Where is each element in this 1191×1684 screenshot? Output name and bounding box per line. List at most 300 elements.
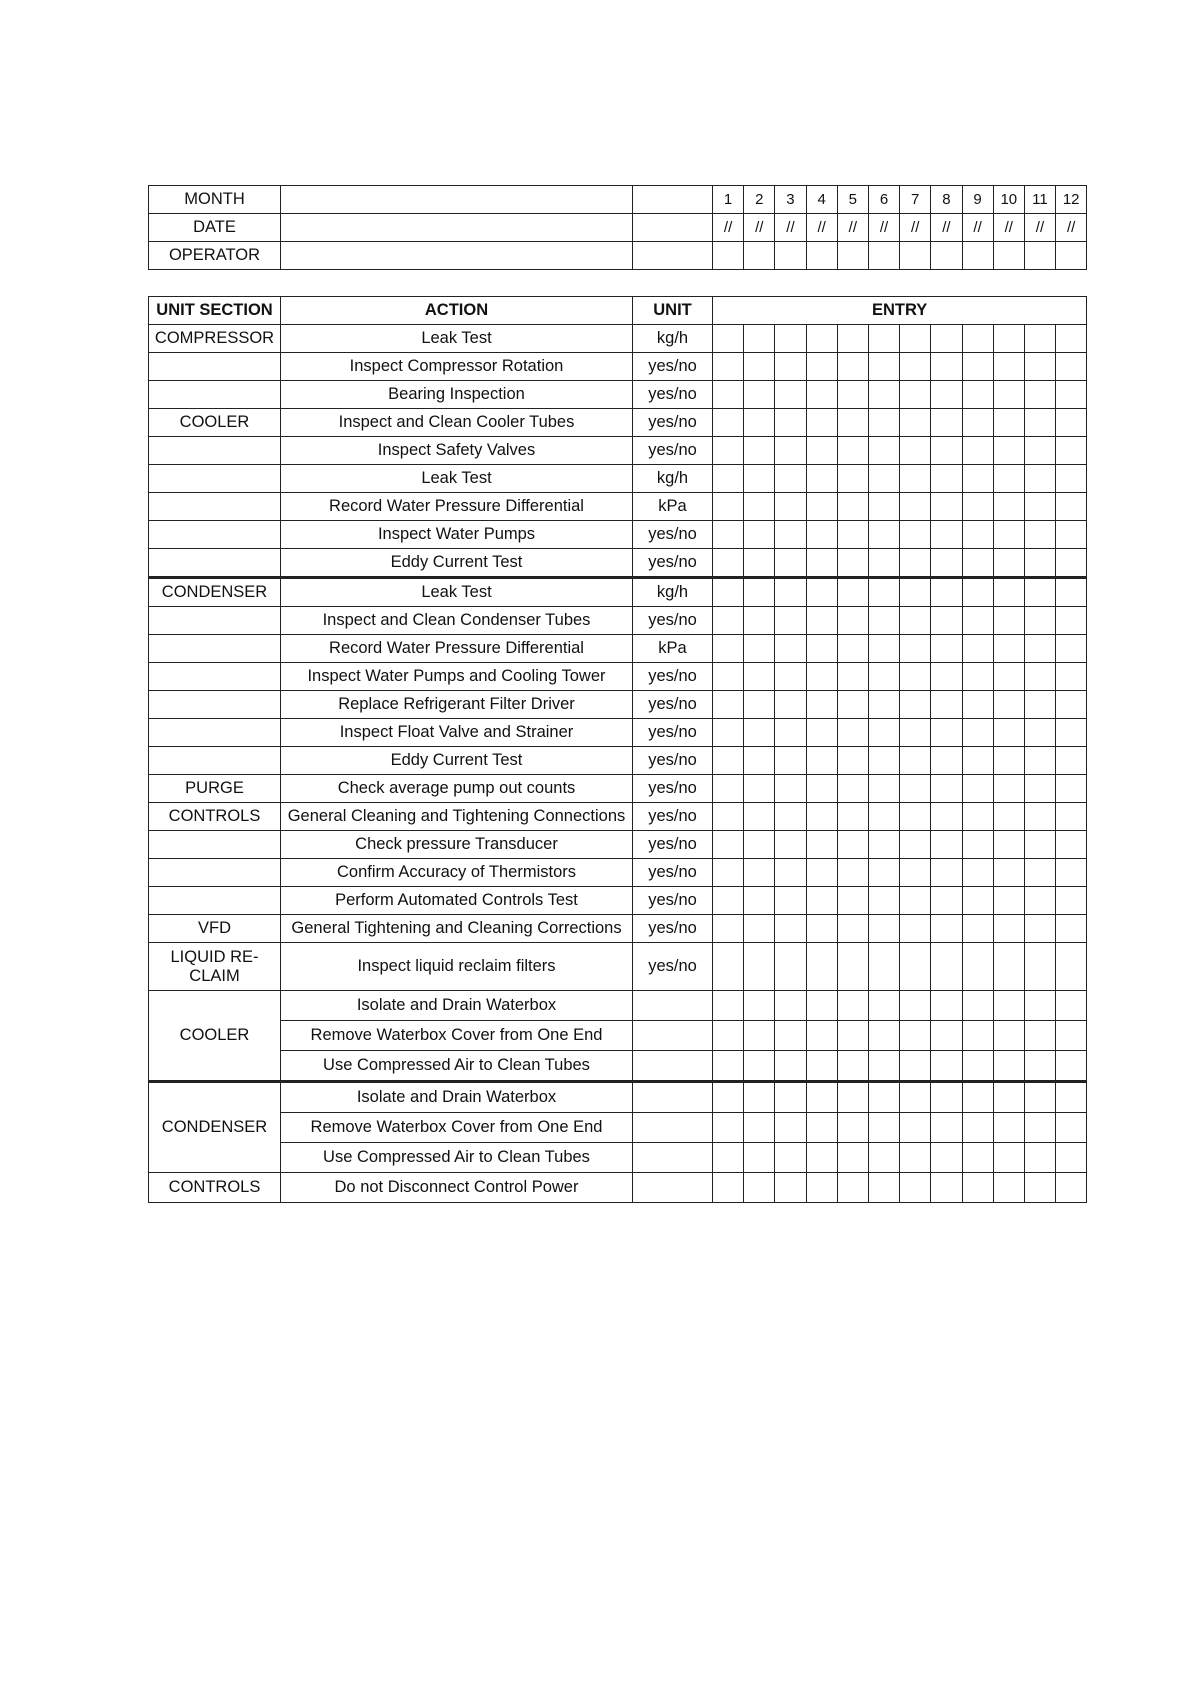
entry-cell[interactable] [837, 521, 868, 549]
entry-cell[interactable] [806, 1113, 837, 1143]
entry-cell[interactable] [806, 691, 837, 719]
entry-cell[interactable] [868, 1082, 899, 1113]
entry-cell[interactable] [806, 635, 837, 663]
entry-cell[interactable] [900, 943, 931, 991]
entry-cell[interactable] [931, 991, 962, 1021]
entry-cell[interactable] [744, 607, 775, 635]
entry-cell[interactable] [713, 437, 744, 465]
entry-cell[interactable] [900, 747, 931, 775]
entry-cell[interactable] [931, 859, 962, 887]
date-cell[interactable]: // [962, 214, 993, 242]
entry-cell[interactable] [1056, 635, 1087, 663]
entry-cell[interactable] [775, 991, 806, 1021]
entry-cell[interactable] [775, 775, 806, 803]
entry-cell[interactable] [1056, 1113, 1087, 1143]
date-cell[interactable]: // [744, 214, 775, 242]
entry-cell[interactable] [993, 325, 1024, 353]
entry-cell[interactable] [1056, 915, 1087, 943]
entry-cell[interactable] [837, 747, 868, 775]
entry-cell[interactable] [962, 991, 993, 1021]
entry-cell[interactable] [931, 437, 962, 465]
entry-cell[interactable] [962, 578, 993, 607]
entry-cell[interactable] [931, 635, 962, 663]
entry-cell[interactable] [1024, 991, 1055, 1021]
entry-cell[interactable] [1024, 353, 1055, 381]
entry-cell[interactable] [713, 915, 744, 943]
entry-cell[interactable] [775, 381, 806, 409]
entry-cell[interactable] [775, 493, 806, 521]
entry-cell[interactable] [993, 1143, 1024, 1173]
entry-cell[interactable] [962, 465, 993, 493]
entry-cell[interactable] [713, 353, 744, 381]
entry-cell[interactable] [1024, 1082, 1055, 1113]
entry-cell[interactable] [931, 1113, 962, 1143]
entry-cell[interactable] [962, 691, 993, 719]
entry-cell[interactable] [993, 409, 1024, 437]
entry-cell[interactable] [1056, 381, 1087, 409]
entry-cell[interactable] [713, 465, 744, 493]
entry-cell[interactable] [806, 578, 837, 607]
entry-cell[interactable] [931, 521, 962, 549]
entry-cell[interactable] [900, 1113, 931, 1143]
entry-cell[interactable] [1024, 831, 1055, 859]
entry-cell[interactable] [931, 691, 962, 719]
entry-cell[interactable] [837, 915, 868, 943]
entry-cell[interactable] [962, 381, 993, 409]
entry-cell[interactable] [775, 325, 806, 353]
entry-cell[interactable] [931, 887, 962, 915]
entry-cell[interactable] [868, 775, 899, 803]
entry-cell[interactable] [1024, 549, 1055, 578]
entry-cell[interactable] [993, 493, 1024, 521]
entry-cell[interactable] [806, 1082, 837, 1113]
entry-cell[interactable] [837, 803, 868, 831]
entry-cell[interactable] [1024, 465, 1055, 493]
entry-cell[interactable] [962, 353, 993, 381]
entry-cell[interactable] [1024, 1113, 1055, 1143]
entry-cell[interactable] [962, 1143, 993, 1173]
entry-cell[interactable] [744, 409, 775, 437]
entry-cell[interactable] [806, 943, 837, 991]
entry-cell[interactable] [868, 803, 899, 831]
entry-cell[interactable] [775, 831, 806, 859]
entry-cell[interactable] [806, 493, 837, 521]
entry-cell[interactable] [744, 635, 775, 663]
entry-cell[interactable] [744, 465, 775, 493]
entry-cell[interactable] [744, 803, 775, 831]
entry-cell[interactable] [806, 521, 837, 549]
entry-cell[interactable] [837, 831, 868, 859]
entry-cell[interactable] [993, 549, 1024, 578]
entry-cell[interactable] [744, 1082, 775, 1113]
entry-cell[interactable] [900, 1021, 931, 1051]
entry-cell[interactable] [744, 1113, 775, 1143]
entry-cell[interactable] [1024, 887, 1055, 915]
entry-cell[interactable] [744, 353, 775, 381]
entry-cell[interactable] [837, 887, 868, 915]
entry-cell[interactable] [837, 437, 868, 465]
entry-cell[interactable] [900, 381, 931, 409]
entry-cell[interactable] [1024, 1051, 1055, 1082]
entry-cell[interactable] [713, 943, 744, 991]
entry-cell[interactable] [900, 775, 931, 803]
entry-cell[interactable] [1024, 578, 1055, 607]
entry-cell[interactable] [837, 381, 868, 409]
entry-cell[interactable] [806, 549, 837, 578]
entry-cell[interactable] [775, 353, 806, 381]
entry-cell[interactable] [1056, 521, 1087, 549]
entry-cell[interactable] [962, 859, 993, 887]
entry-cell[interactable] [806, 859, 837, 887]
entry-cell[interactable] [713, 747, 744, 775]
entry-cell[interactable] [868, 409, 899, 437]
entry-cell[interactable] [993, 437, 1024, 465]
entry-cell[interactable] [1056, 887, 1087, 915]
entry-cell[interactable] [713, 578, 744, 607]
entry-cell[interactable] [713, 1113, 744, 1143]
entry-cell[interactable] [806, 803, 837, 831]
entry-cell[interactable] [868, 578, 899, 607]
entry-cell[interactable] [962, 1173, 993, 1203]
entry-cell[interactable] [962, 493, 993, 521]
entry-cell[interactable] [713, 1143, 744, 1173]
entry-cell[interactable] [993, 663, 1024, 691]
entry-cell[interactable] [962, 437, 993, 465]
entry-cell[interactable] [806, 663, 837, 691]
entry-cell[interactable] [1056, 578, 1087, 607]
entry-cell[interactable] [837, 465, 868, 493]
entry-cell[interactable] [900, 1143, 931, 1173]
entry-cell[interactable] [962, 1051, 993, 1082]
entry-cell[interactable] [837, 719, 868, 747]
entry-cell[interactable] [713, 859, 744, 887]
entry-cell[interactable] [713, 549, 744, 578]
entry-cell[interactable] [1056, 493, 1087, 521]
entry-cell[interactable] [744, 887, 775, 915]
entry-cell[interactable] [713, 1173, 744, 1203]
entry-cell[interactable] [1024, 437, 1055, 465]
date-cell[interactable]: // [1056, 214, 1087, 242]
entry-cell[interactable] [1024, 747, 1055, 775]
entry-cell[interactable] [806, 1051, 837, 1082]
entry-cell[interactable] [931, 719, 962, 747]
entry-cell[interactable] [962, 325, 993, 353]
entry-cell[interactable] [962, 887, 993, 915]
entry-cell[interactable] [837, 493, 868, 521]
entry-cell[interactable] [868, 1143, 899, 1173]
entry-cell[interactable] [900, 409, 931, 437]
entry-cell[interactable] [744, 1143, 775, 1173]
entry-cell[interactable] [931, 775, 962, 803]
entry-cell[interactable] [1056, 803, 1087, 831]
entry-cell[interactable] [1024, 521, 1055, 549]
entry-cell[interactable] [993, 1051, 1024, 1082]
entry-cell[interactable] [931, 325, 962, 353]
entry-cell[interactable] [744, 578, 775, 607]
entry-cell[interactable] [993, 831, 1024, 859]
entry-cell[interactable] [900, 465, 931, 493]
entry-cell[interactable] [744, 521, 775, 549]
entry-cell[interactable] [993, 943, 1024, 991]
date-cell[interactable]: // [775, 214, 806, 242]
entry-cell[interactable] [868, 381, 899, 409]
entry-cell[interactable] [931, 943, 962, 991]
entry-cell[interactable] [806, 747, 837, 775]
entry-cell[interactable] [900, 521, 931, 549]
entry-cell[interactable] [713, 1051, 744, 1082]
entry-cell[interactable] [806, 353, 837, 381]
entry-cell[interactable] [1056, 549, 1087, 578]
entry-cell[interactable] [775, 578, 806, 607]
entry-cell[interactable] [931, 1051, 962, 1082]
entry-cell[interactable] [713, 521, 744, 549]
date-cell[interactable]: // [713, 214, 744, 242]
entry-cell[interactable] [868, 635, 899, 663]
entry-cell[interactable] [993, 353, 1024, 381]
entry-cell[interactable] [775, 1051, 806, 1082]
entry-cell[interactable] [775, 607, 806, 635]
entry-cell[interactable] [775, 1082, 806, 1113]
entry-cell[interactable] [868, 915, 899, 943]
entry-cell[interactable] [1024, 325, 1055, 353]
operator-cell[interactable] [806, 242, 837, 270]
entry-cell[interactable] [837, 943, 868, 991]
entry-cell[interactable] [993, 578, 1024, 607]
entry-cell[interactable] [1056, 465, 1087, 493]
entry-cell[interactable] [744, 915, 775, 943]
entry-cell[interactable] [993, 859, 1024, 887]
entry-cell[interactable] [993, 1113, 1024, 1143]
entry-cell[interactable] [837, 1082, 868, 1113]
entry-cell[interactable] [1056, 859, 1087, 887]
entry-cell[interactable] [900, 887, 931, 915]
entry-cell[interactable] [775, 1113, 806, 1143]
entry-cell[interactable] [1024, 635, 1055, 663]
entry-cell[interactable] [1024, 859, 1055, 887]
entry-cell[interactable] [1024, 943, 1055, 991]
entry-cell[interactable] [806, 775, 837, 803]
entry-cell[interactable] [993, 915, 1024, 943]
entry-cell[interactable] [1056, 409, 1087, 437]
entry-cell[interactable] [775, 691, 806, 719]
entry-cell[interactable] [1056, 1021, 1087, 1051]
entry-cell[interactable] [775, 887, 806, 915]
entry-cell[interactable] [868, 691, 899, 719]
entry-cell[interactable] [900, 493, 931, 521]
entry-cell[interactable] [806, 1143, 837, 1173]
entry-cell[interactable] [1056, 747, 1087, 775]
entry-cell[interactable] [993, 691, 1024, 719]
entry-cell[interactable] [837, 325, 868, 353]
entry-cell[interactable] [993, 887, 1024, 915]
entry-cell[interactable] [1024, 775, 1055, 803]
entry-cell[interactable] [1056, 831, 1087, 859]
entry-cell[interactable] [837, 991, 868, 1021]
entry-cell[interactable] [931, 578, 962, 607]
entry-cell[interactable] [868, 1021, 899, 1051]
entry-cell[interactable] [806, 325, 837, 353]
entry-cell[interactable] [868, 663, 899, 691]
entry-cell[interactable] [713, 1082, 744, 1113]
entry-cell[interactable] [1056, 1082, 1087, 1113]
entry-cell[interactable] [1024, 803, 1055, 831]
date-value-field[interactable] [281, 214, 633, 242]
entry-cell[interactable] [1024, 691, 1055, 719]
entry-cell[interactable] [868, 887, 899, 915]
entry-cell[interactable] [1056, 325, 1087, 353]
entry-cell[interactable] [993, 747, 1024, 775]
entry-cell[interactable] [775, 747, 806, 775]
entry-cell[interactable] [806, 381, 837, 409]
entry-cell[interactable] [931, 1021, 962, 1051]
entry-cell[interactable] [1056, 353, 1087, 381]
entry-cell[interactable] [775, 859, 806, 887]
entry-cell[interactable] [868, 719, 899, 747]
entry-cell[interactable] [1024, 663, 1055, 691]
entry-cell[interactable] [775, 1021, 806, 1051]
entry-cell[interactable] [837, 1021, 868, 1051]
entry-cell[interactable] [744, 1173, 775, 1203]
entry-cell[interactable] [931, 803, 962, 831]
entry-cell[interactable] [713, 719, 744, 747]
entry-cell[interactable] [931, 409, 962, 437]
entry-cell[interactable] [962, 803, 993, 831]
entry-cell[interactable] [1056, 607, 1087, 635]
entry-cell[interactable] [837, 663, 868, 691]
entry-cell[interactable] [806, 1021, 837, 1051]
operator-cell[interactable] [993, 242, 1024, 270]
entry-cell[interactable] [1024, 1021, 1055, 1051]
entry-cell[interactable] [1056, 663, 1087, 691]
operator-cell[interactable] [1024, 242, 1055, 270]
entry-cell[interactable] [837, 578, 868, 607]
entry-cell[interactable] [962, 1082, 993, 1113]
entry-cell[interactable] [837, 1051, 868, 1082]
entry-cell[interactable] [868, 859, 899, 887]
entry-cell[interactable] [806, 915, 837, 943]
entry-cell[interactable] [900, 353, 931, 381]
date-cell[interactable]: // [931, 214, 962, 242]
entry-cell[interactable] [1056, 1143, 1087, 1173]
operator-cell[interactable] [900, 242, 931, 270]
entry-cell[interactable] [993, 465, 1024, 493]
entry-cell[interactable] [931, 1143, 962, 1173]
entry-cell[interactable] [962, 635, 993, 663]
entry-cell[interactable] [868, 1113, 899, 1143]
entry-cell[interactable] [868, 521, 899, 549]
entry-cell[interactable] [837, 859, 868, 887]
entry-cell[interactable] [775, 1173, 806, 1203]
entry-cell[interactable] [900, 1051, 931, 1082]
entry-cell[interactable] [713, 607, 744, 635]
entry-cell[interactable] [1056, 437, 1087, 465]
operator-cell[interactable] [1056, 242, 1087, 270]
operator-value-field[interactable] [281, 242, 633, 270]
entry-cell[interactable] [837, 353, 868, 381]
entry-cell[interactable] [962, 775, 993, 803]
entry-cell[interactable] [900, 607, 931, 635]
date-cell[interactable]: // [900, 214, 931, 242]
entry-cell[interactable] [744, 691, 775, 719]
entry-cell[interactable] [900, 1173, 931, 1203]
entry-cell[interactable] [962, 663, 993, 691]
entry-cell[interactable] [775, 943, 806, 991]
entry-cell[interactable] [775, 915, 806, 943]
entry-cell[interactable] [962, 607, 993, 635]
entry-cell[interactable] [962, 747, 993, 775]
entry-cell[interactable] [1024, 493, 1055, 521]
entry-cell[interactable] [931, 915, 962, 943]
entry-cell[interactable] [713, 775, 744, 803]
operator-cell[interactable] [775, 242, 806, 270]
entry-cell[interactable] [806, 409, 837, 437]
entry-cell[interactable] [868, 1051, 899, 1082]
entry-cell[interactable] [1024, 1173, 1055, 1203]
entry-cell[interactable] [713, 409, 744, 437]
entry-cell[interactable] [900, 915, 931, 943]
entry-cell[interactable] [713, 803, 744, 831]
entry-cell[interactable] [900, 1082, 931, 1113]
entry-cell[interactable] [868, 465, 899, 493]
entry-cell[interactable] [900, 719, 931, 747]
entry-cell[interactable] [744, 747, 775, 775]
entry-cell[interactable] [900, 991, 931, 1021]
entry-cell[interactable] [713, 1021, 744, 1051]
entry-cell[interactable] [837, 635, 868, 663]
entry-cell[interactable] [993, 381, 1024, 409]
entry-cell[interactable] [713, 635, 744, 663]
entry-cell[interactable] [962, 831, 993, 859]
entry-cell[interactable] [868, 991, 899, 1021]
entry-cell[interactable] [868, 831, 899, 859]
entry-cell[interactable] [713, 381, 744, 409]
entry-cell[interactable] [993, 991, 1024, 1021]
entry-cell[interactable] [1056, 1173, 1087, 1203]
entry-cell[interactable] [868, 353, 899, 381]
entry-cell[interactable] [775, 803, 806, 831]
entry-cell[interactable] [1056, 691, 1087, 719]
entry-cell[interactable] [962, 1113, 993, 1143]
entry-cell[interactable] [931, 465, 962, 493]
entry-cell[interactable] [744, 381, 775, 409]
entry-cell[interactable] [806, 831, 837, 859]
entry-cell[interactable] [775, 1143, 806, 1173]
entry-cell[interactable] [931, 549, 962, 578]
entry-cell[interactable] [900, 663, 931, 691]
entry-cell[interactable] [744, 859, 775, 887]
entry-cell[interactable] [900, 831, 931, 859]
entry-cell[interactable] [993, 719, 1024, 747]
entry-cell[interactable] [837, 1173, 868, 1203]
date-cell[interactable]: // [806, 214, 837, 242]
entry-cell[interactable] [1056, 943, 1087, 991]
entry-cell[interactable] [931, 493, 962, 521]
month-value-field[interactable] [281, 186, 633, 214]
date-cell[interactable]: // [868, 214, 899, 242]
entry-cell[interactable] [962, 1021, 993, 1051]
entry-cell[interactable] [962, 915, 993, 943]
entry-cell[interactable] [775, 409, 806, 437]
entry-cell[interactable] [900, 549, 931, 578]
entry-cell[interactable] [775, 437, 806, 465]
operator-cell[interactable] [837, 242, 868, 270]
entry-cell[interactable] [868, 1173, 899, 1203]
entry-cell[interactable] [837, 775, 868, 803]
entry-cell[interactable] [744, 437, 775, 465]
operator-cell[interactable] [868, 242, 899, 270]
entry-cell[interactable] [1056, 719, 1087, 747]
entry-cell[interactable] [713, 663, 744, 691]
